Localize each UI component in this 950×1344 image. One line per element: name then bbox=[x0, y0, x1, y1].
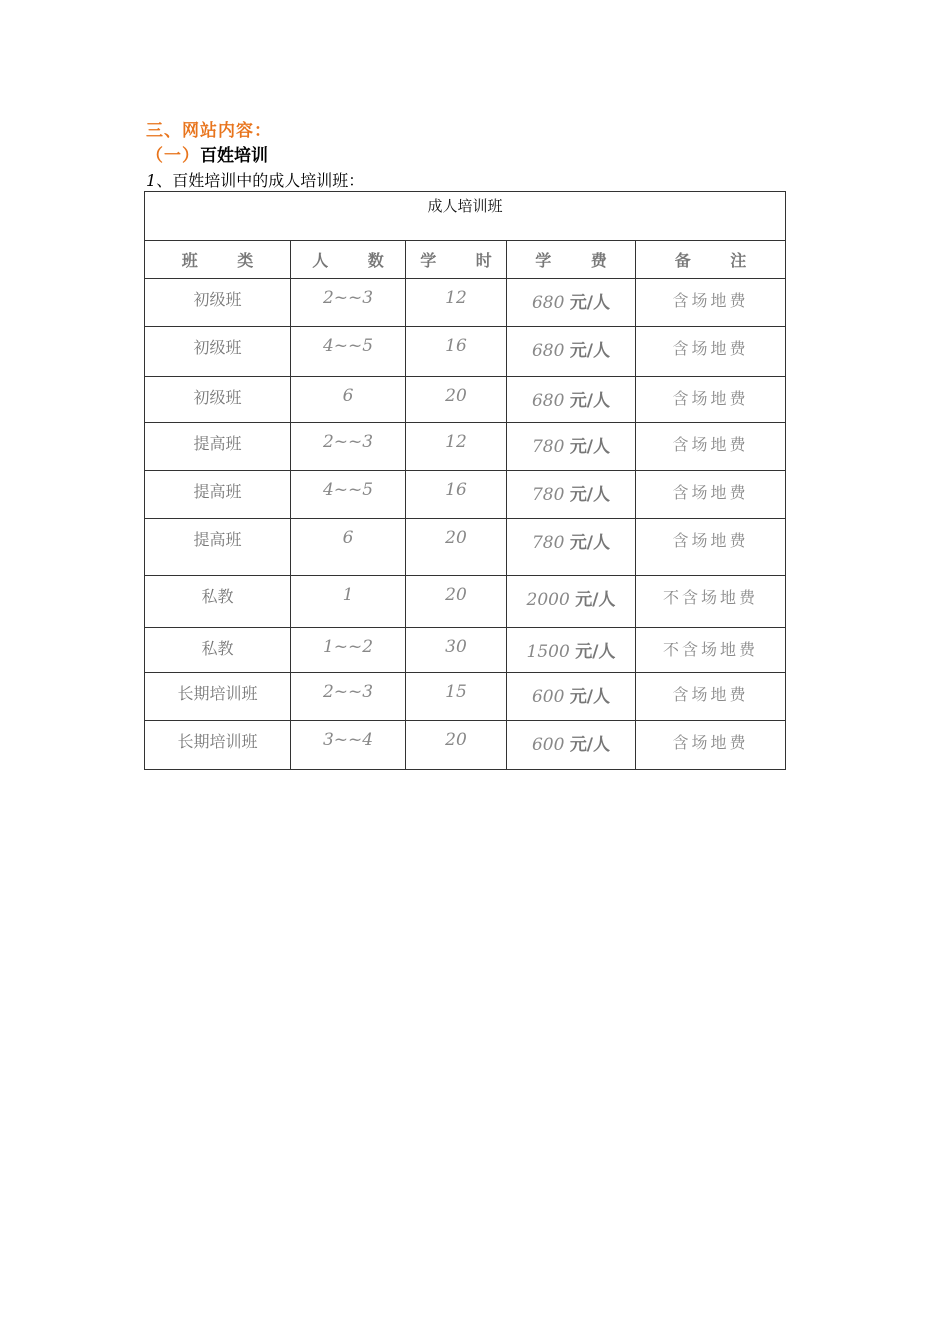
cell-fee bbox=[507, 628, 636, 673]
table-row bbox=[145, 721, 786, 770]
cell-hours: 16 bbox=[406, 327, 507, 377]
column-header-note: 备 注 bbox=[636, 241, 786, 279]
fee-amount: 780 bbox=[531, 533, 565, 553]
fee-unit: 元/人 bbox=[569, 687, 611, 707]
cell-fee bbox=[507, 423, 636, 471]
cell-people: 6 bbox=[291, 519, 406, 576]
cell-fee bbox=[507, 519, 636, 576]
cell-fee bbox=[507, 673, 636, 721]
cell-people: 4~~5 bbox=[291, 327, 406, 377]
cell-people: 4~~5 bbox=[291, 471, 406, 519]
cell-class-type: 提高班 bbox=[145, 423, 291, 471]
cell-note: 含场地费 bbox=[636, 327, 786, 377]
fee-amount: 680 bbox=[531, 391, 565, 411]
cell-class-type: 提高班 bbox=[145, 471, 291, 519]
fee-amount: 680 bbox=[531, 293, 565, 313]
cell-note: 含场地费 bbox=[636, 423, 786, 471]
cell-hours: 16 bbox=[406, 471, 507, 519]
cell-fee bbox=[507, 327, 636, 377]
cell-note: 不含场地费 bbox=[636, 576, 786, 628]
fee-unit: 元/人 bbox=[569, 437, 611, 457]
cell-note: 不含场地费 bbox=[636, 628, 786, 673]
cell-hours: 12 bbox=[406, 423, 507, 471]
column-header-people: 人 数 bbox=[291, 241, 406, 279]
column-header-class-type: 班 类 bbox=[145, 241, 291, 279]
fee-amount: 2000 bbox=[526, 590, 570, 610]
fee-table bbox=[144, 191, 786, 770]
table-row bbox=[145, 471, 786, 519]
table-row bbox=[145, 423, 786, 471]
cell-fee bbox=[507, 279, 636, 327]
cell-people: 2~~3 bbox=[291, 423, 406, 471]
cell-class-type: 私教 bbox=[145, 576, 291, 628]
column-header-hours: 学 时 bbox=[406, 241, 507, 279]
cell-people: 2~~3 bbox=[291, 673, 406, 721]
fee-table-body bbox=[145, 279, 786, 770]
cell-people: 6 bbox=[291, 377, 406, 423]
column-header-row bbox=[145, 241, 786, 279]
table-row bbox=[145, 327, 786, 377]
fee-amount: 780 bbox=[531, 485, 565, 505]
cell-class-type: 私教 bbox=[145, 628, 291, 673]
item-number: 1 bbox=[146, 171, 157, 190]
cell-class-type: 长期培训班 bbox=[145, 673, 291, 721]
cell-class-type: 初级班 bbox=[145, 327, 291, 377]
fee-unit: 元/人 bbox=[569, 485, 611, 505]
subsection-title: 百姓培训 bbox=[200, 146, 268, 166]
fee-unit: 元/人 bbox=[569, 341, 611, 361]
cell-note: 含场地费 bbox=[636, 721, 786, 770]
cell-class-type: 初级班 bbox=[145, 377, 291, 423]
fee-amount: 780 bbox=[531, 437, 565, 457]
cell-people: 1~~2 bbox=[291, 628, 406, 673]
fee-unit: 元/人 bbox=[569, 735, 611, 755]
cell-fee bbox=[507, 576, 636, 628]
cell-hours: 20 bbox=[406, 576, 507, 628]
cell-hours: 20 bbox=[406, 519, 507, 576]
cell-note: 含场地费 bbox=[636, 471, 786, 519]
cell-fee bbox=[507, 377, 636, 423]
subsection-number: （一） bbox=[146, 146, 200, 166]
fee-amount: 1500 bbox=[526, 642, 570, 662]
cell-people: 2~~3 bbox=[291, 279, 406, 327]
column-header-fee: 学 费 bbox=[507, 241, 636, 279]
item-text: 、百姓培训中的成人培训班： bbox=[156, 171, 365, 190]
fee-unit: 元/人 bbox=[569, 391, 611, 411]
table-row bbox=[145, 279, 786, 327]
cell-fee bbox=[507, 471, 636, 519]
cell-hours: 20 bbox=[406, 377, 507, 423]
cell-note: 含场地费 bbox=[636, 377, 786, 423]
cell-people: 1 bbox=[291, 576, 406, 628]
table-row bbox=[145, 519, 786, 576]
fee-unit: 元/人 bbox=[569, 293, 611, 313]
cell-hours: 30 bbox=[406, 628, 507, 673]
table-row bbox=[145, 576, 786, 628]
cell-note: 含场地费 bbox=[636, 519, 786, 576]
fee-unit: 元/人 bbox=[569, 533, 611, 553]
cell-people: 3~~4 bbox=[291, 721, 406, 770]
fee-amount: 680 bbox=[531, 341, 565, 361]
cell-class-type: 提高班 bbox=[145, 519, 291, 576]
table-intro-line bbox=[146, 168, 364, 191]
cell-hours: 12 bbox=[406, 279, 507, 327]
fee-unit: 元/人 bbox=[575, 642, 616, 662]
fee-amount: 600 bbox=[531, 735, 565, 755]
cell-fee bbox=[507, 721, 636, 770]
subsection-heading bbox=[146, 141, 268, 166]
fee-amount: 600 bbox=[531, 687, 565, 707]
cell-note: 含场地费 bbox=[636, 673, 786, 721]
cell-class-type: 初级班 bbox=[145, 279, 291, 327]
table-row bbox=[145, 628, 786, 673]
table-row bbox=[145, 377, 786, 423]
cell-note: 含场地费 bbox=[636, 279, 786, 327]
table-row bbox=[145, 673, 786, 721]
section-heading: 三、网站内容： bbox=[146, 121, 272, 141]
cell-hours: 15 bbox=[406, 673, 507, 721]
table-title: 成人培训班 bbox=[145, 192, 786, 241]
fee-unit: 元/人 bbox=[575, 590, 616, 610]
cell-class-type: 长期培训班 bbox=[145, 721, 291, 770]
cell-hours: 20 bbox=[406, 721, 507, 770]
